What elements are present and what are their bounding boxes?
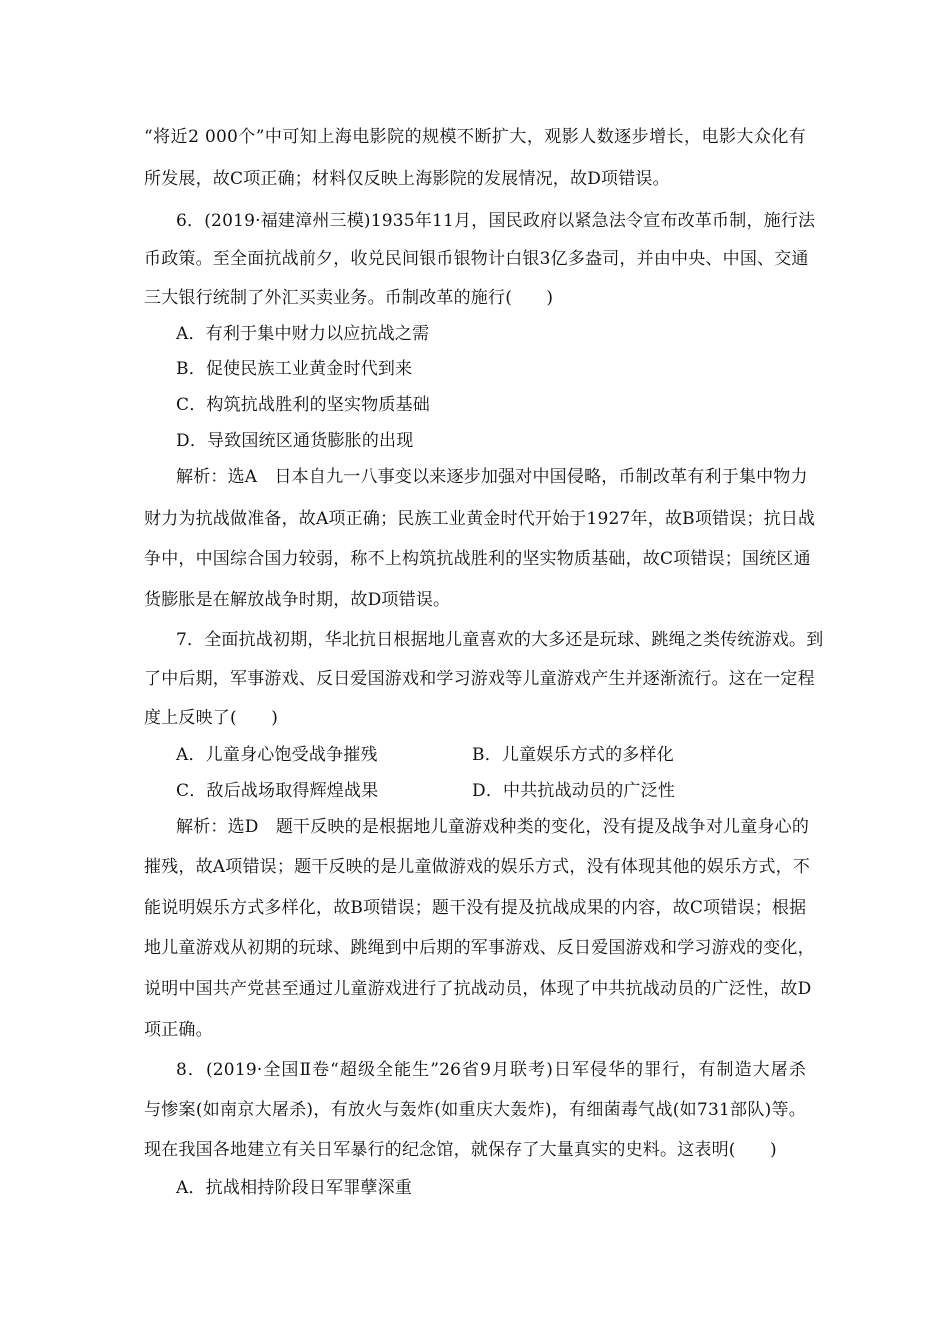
q6-stem-line: 三大银行统制了外汇买卖业务。币制改革的施行( )	[144, 288, 554, 308]
q8-stem-line: 现在我国各地建立有关日军暴行的纪念馆，就保存了大量真实的史料。这表明( )	[144, 1140, 777, 1160]
q7-option-c: C．敌后战场取得辉煌战果	[176, 781, 379, 801]
q6-stem-line: 币政策。至全面抗战前夕，收兑民间银币银物计白银3亿多盎司，并由中央、中国、交通	[144, 249, 809, 269]
q7-analysis-line: 项正确。	[144, 1020, 213, 1040]
q7-analysis-line: 能说明娱乐方式多样化，故B项错误；题干没有提及抗战成果的内容，故C项错误；根据	[144, 898, 807, 918]
q6-analysis-line: 货膨胀是在解放战争时期，故D项错误。	[144, 590, 451, 610]
q7-option-d: D．中共抗战动员的广泛性	[472, 781, 676, 801]
q8-option-a: A．抗战相持阶段日军罪孽深重	[176, 1178, 413, 1198]
q7-stem-line: 7．全面抗战初期，华北抗日根据地儿童喜欢的大多还是玩球、跳绳之类传统游戏。到	[176, 630, 824, 650]
q6-option-d: D．导致国统区通货膨胀的出现	[176, 431, 414, 451]
q7-option-b: B．儿童娱乐方式的多样化	[472, 745, 674, 765]
q7-analysis-line: 说明中国共产党甚至通过儿童游戏进行了抗战动员，体现了中共抗战动员的广泛性，故D	[144, 979, 812, 999]
q6-stem-line: 6．(2019·福建漳州三模)1935年11月，国民政府以紧急法令宣布改革币制，施行法	[176, 211, 816, 231]
q6-option-c: C．构筑抗战胜利的坚实物质基础	[176, 395, 431, 415]
q7-stem-line: 了中后期，军事游戏、反日爱国游戏和学习游戏等儿童游戏产生并逐渐流行。这在一定程	[144, 669, 815, 689]
q7-analysis-line: 摧残，故A项错误；题干反映的是儿童做游戏的娱乐方式，没有体现其他的娱乐方式，不	[144, 857, 811, 877]
q7-stem-line: 度上反映了( )	[144, 708, 279, 728]
q6-analysis-line: 争中，中国综合国力较弱，称不上构筑抗战胜利的坚实物质基础，故C项错误；国统区通	[144, 549, 811, 569]
intro-line: “将近2 000个”中可知上海电影院的规模不断扩大，观影人数逐步增长，电影大众化有	[144, 127, 806, 147]
q7-analysis-line: 解析：选D 题干反映的是根据地儿童游戏种类的变化，没有提及战争对儿童身心的	[176, 817, 810, 837]
q6-option-a: A．有利于集中财力以应抗战之需	[176, 324, 430, 344]
intro-line: 所发展，故C项正确；材料仅反映上海影院的发展情况，故D项错误。	[144, 169, 670, 189]
q7-option-a: A．儿童身心饱受战争摧残	[176, 745, 378, 765]
q7-analysis-line: 地儿童游戏从初期的玩球、跳绳到中后期的军事游戏、反日爱国游戏和学习游戏的变化，	[144, 938, 815, 958]
q8-stem-line: 与惨案(如南京大屠杀)，有放火与轰炸(如重庆大轰炸)，有细菌毒气战(如731部队)等。	[144, 1100, 806, 1120]
q6-analysis-line: 解析：选A 日本自九一八事变以来逐步加强对中国侵略，币制改革有利于集中物力	[176, 467, 808, 487]
q6-option-b: B．促使民族工业黄金时代到来	[176, 359, 413, 379]
q8-stem-line: 8．(2019·全国Ⅱ卷“超级全能生”26省9月联考)日军侵华的罪行，有制造大屠杀	[176, 1060, 806, 1080]
q6-analysis-line: 财力为抗战做准备，故A项正确；民族工业黄金时代开始于1927年，故B项错误；抗日战	[144, 509, 816, 529]
